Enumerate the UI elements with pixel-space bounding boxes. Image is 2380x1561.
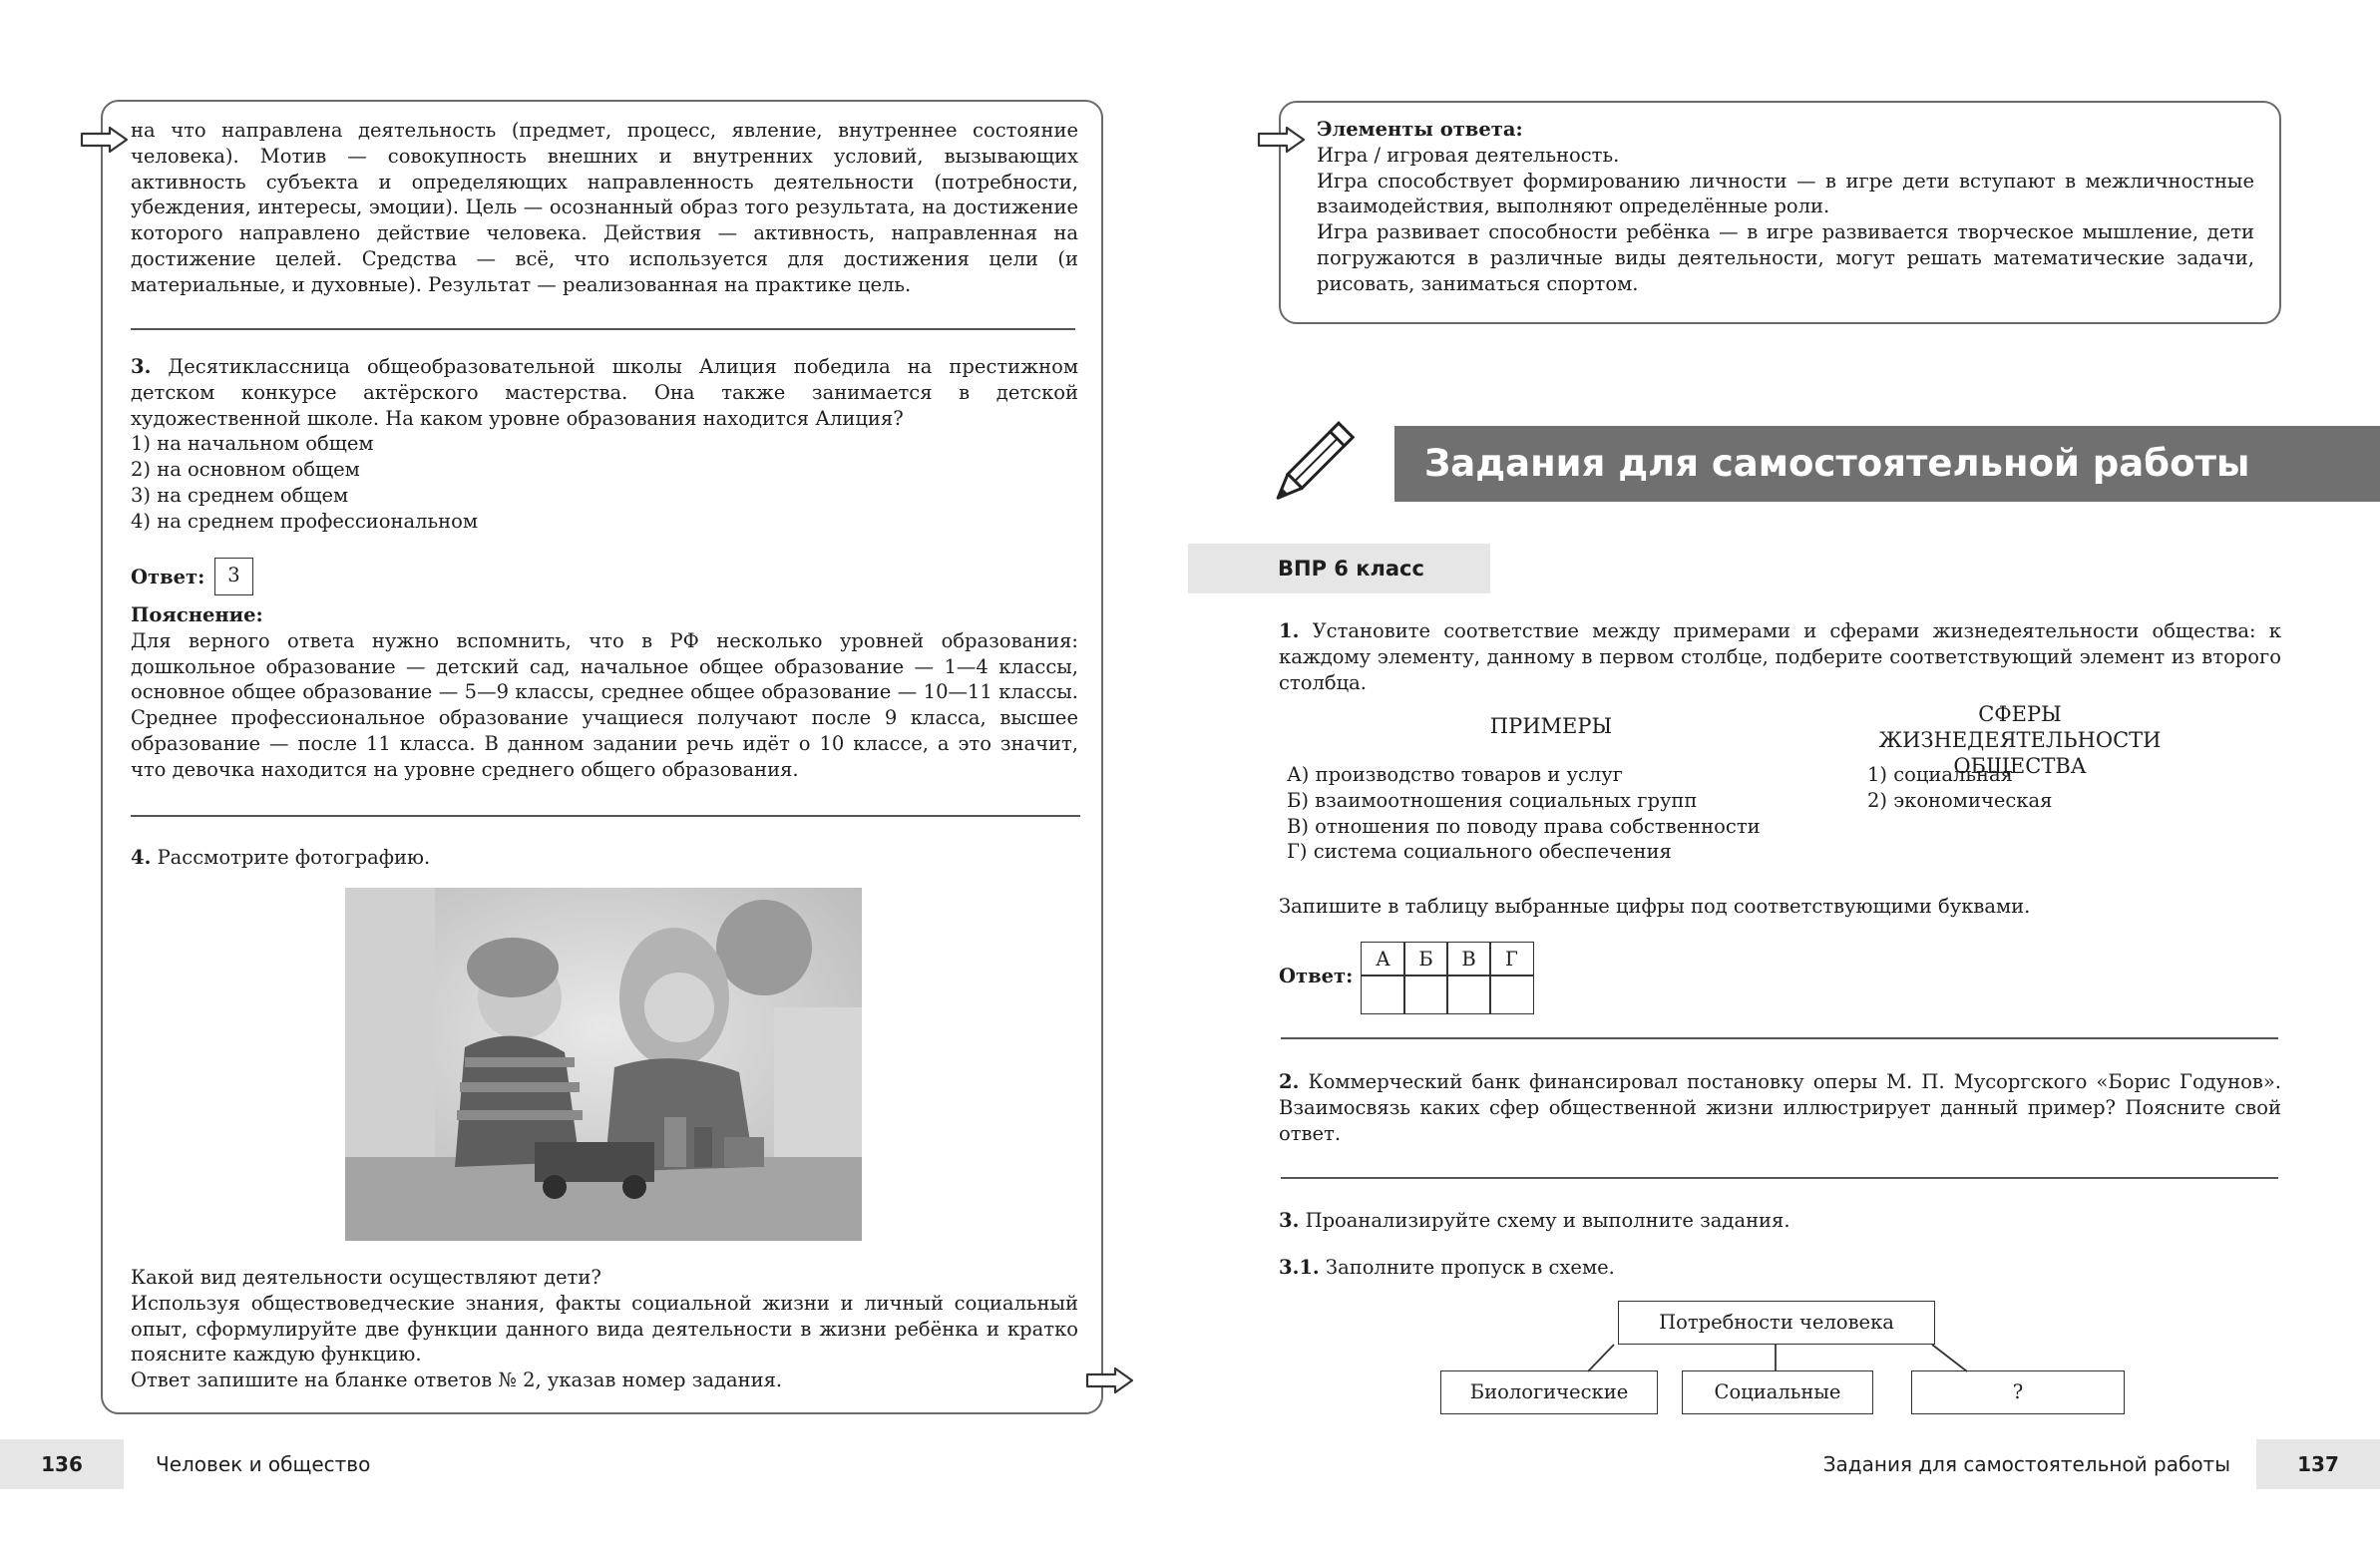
answer-table-header-v: В	[1446, 942, 1491, 976]
sphere-1: 1) социальная	[1867, 763, 2013, 786]
task4-note: Ответ запишите на бланке ответов № 2, указав номер задания.	[131, 1368, 783, 1392]
task4-number: 4.	[131, 846, 152, 869]
rp-task3-1-number: 3.1.	[1279, 1256, 1320, 1279]
rp-task3-1-body: Заполните пропуск в схеме.	[1325, 1256, 1615, 1279]
right-page-number: 137	[2256, 1439, 2380, 1489]
answer-table-cell-v[interactable]	[1446, 975, 1491, 1014]
spheres-header: СФЕРЫ ЖИЗНЕДЕЯТЕЛЬНОСТИ ОБЩЕСТВА	[1878, 702, 2162, 778]
task3-text: Десятиклассница общеобразовательной школы Алиция победила на престижном детском конкурсе актёрского мастерства. Она также занимается в детской художественной школе. На каком уровне образования находится Алиция?	[131, 355, 1078, 430]
rp-task2-body: Коммерческий банк финансировал постановку оперы М. П. Мусоргского «Борис Годунов». Взаимосвязь каких сфер общественной жизни иллюстрирует данный пример? Поясните свой ответ.	[1279, 1070, 2282, 1145]
rp-task3-number: 3.	[1279, 1209, 1300, 1232]
answer-table-header-g: Г	[1489, 942, 1534, 976]
left-page-number: 136	[0, 1439, 124, 1489]
left-running-title: Человек и общество	[156, 1452, 371, 1476]
task3-block	[131, 354, 1078, 535]
answer-table-cell-a[interactable]	[1361, 975, 1405, 1014]
example-v: В) отношения по поводу права собственности	[1287, 814, 1761, 838]
frame-top-paragraph: на что направлена деятельность (предмет, процесс, явление, внутреннее состояние человека). Мотив — совокупность внешних и внутренних условий, вызывающих активность субъекта и определяющих направленность деятельности (потребности, убеждения, интересы, эмоции). Цель — осознанный образ того результата, на достижение которого направлено действие человека. Действия — активность, направленная на достижение целей. Средства — всё, что используется для достижения цели (и материальные, и духовные). Результат — реализованная на практике цель.	[131, 119, 1078, 296]
sphere-2: 2) экономическая	[1867, 788, 2053, 812]
answer-table-header-b: Б	[1403, 942, 1448, 976]
example-a: А) производство товаров и услуг	[1287, 763, 1623, 786]
rp-task1-body: Установите соответствие между примерами и сферами жизнедеятельности общества: к каждому элементу, данному в первом столбце, подберите соответствующий элемент из второго столбца.	[1279, 619, 2281, 694]
task3-explanation-text: Для верного ответа нужно вспомнить, что в РФ несколько уровней образования: дошкольное образование — детский сад, начальное общее образование — 1—4 классы, основное общее образование — 5—9 классы, среднее общее образование — 10—11 классы. Среднее профессиональное образование учащиеся получают после 9 класса, высшее образование — после 11 класса. В данном задании речь идёт о 10 классе, а это значит, что девочка находится на уровне среднего общего образования.	[131, 628, 1078, 781]
task4-text	[131, 1265, 1078, 1393]
task3-answer-box: 3	[214, 558, 253, 595]
spheres-list	[1867, 762, 2167, 814]
continuation-arrow-icon	[80, 126, 130, 154]
task4-question: Какой вид деятельности осуществляют дети?	[131, 1266, 601, 1289]
section-title-banner: Задания для самостоятельной работы	[1394, 426, 2380, 502]
answer-element-1: Игра / игровая деятельность.	[1317, 143, 1620, 167]
diagram-root-box: Потребности человека	[1618, 1301, 1935, 1345]
answer-elements-label: Элементы ответа:	[1317, 118, 1523, 141]
rp-task1-answer-label: Ответ:	[1279, 965, 1354, 987]
rp-task1-number: 1.	[1279, 619, 1300, 642]
diagram-child-biological: Биологические	[1440, 1370, 1658, 1414]
examples-header: ПРИМЕРЫ	[1489, 714, 1613, 738]
examples-list	[1287, 762, 1845, 865]
diagram-child-social: Социальные	[1682, 1370, 1873, 1414]
answer-table-cell-g[interactable]	[1489, 975, 1534, 1014]
divider-4	[1281, 1177, 2278, 1179]
example-g: Г) система социального обеспечения	[1287, 840, 1672, 864]
task3-option-3: 3) на среднем общем	[131, 483, 349, 507]
next-page-arrow-icon	[1085, 1366, 1135, 1394]
children-playing-photo	[345, 888, 862, 1241]
subsection-label: ВПР 6 класс	[1188, 544, 1490, 593]
answer-element-2: Игра способствует формированию личности — в игре дети вступают в межличностные взаимодействия, выполняют определённые роли.	[1317, 169, 2254, 218]
rp-task3-body: Проанализируйте схему и выполните задания.	[1305, 1209, 1790, 1232]
answer-element-3: Игра развивает способности ребёнка — в игре развивается творческое мышление, дети погружаются в различные виды деятельности, могут решать математические задачи, рисовать, заниматься спортом.	[1317, 220, 2254, 295]
continuation-arrow-icon-right	[1257, 126, 1307, 154]
task4-intro	[131, 845, 430, 871]
divider-2	[131, 815, 1080, 817]
diagram-child-missing[interactable]: ?	[1911, 1370, 2125, 1414]
answer-table-cell-b[interactable]	[1403, 975, 1448, 1014]
task3-option-2: 2) на основном общем	[131, 458, 360, 482]
task3-option-4: 4) на среднем профессиональном	[131, 509, 479, 533]
task3-number: 3.	[131, 355, 152, 378]
pencil-icon	[1265, 419, 1355, 511]
task4-intro-text: Рассмотрите фотографию.	[157, 846, 431, 869]
rp-task1-text	[1279, 618, 2281, 695]
task3-option-1: 1) на начальном общем	[131, 432, 374, 456]
right-running-title: Задания для самостоятельной работы	[1822, 1452, 2230, 1476]
rp-task2-text	[1279, 1069, 2281, 1146]
rp-task2-number: 2.	[1279, 1070, 1300, 1093]
divider-1	[131, 328, 1075, 330]
task3-explanation	[131, 602, 1078, 783]
task3-answer-label: Ответ:	[131, 566, 205, 588]
divider-3	[1281, 1037, 2278, 1039]
task4-instruction: Используя обществоведческие знания, факты социальной жизни и личный социальный опыт, сформулируйте две функции данного вида деятельности в жизни ребёнка и кратко поясните каждую функцию.	[131, 1291, 1078, 1366]
rp-task3-text	[1279, 1208, 1790, 1234]
answer-table-header-a: А	[1361, 942, 1405, 976]
answer-elements-text	[1317, 117, 2254, 297]
example-b: Б) взаимоотношения социальных групп	[1287, 788, 1698, 812]
task3-explanation-label: Пояснение:	[131, 603, 263, 626]
rp-task1-instruction: Запишите в таблицу выбранные цифры под соответствующими буквами.	[1279, 895, 2031, 918]
rp-task3-1-text	[1279, 1255, 1615, 1281]
